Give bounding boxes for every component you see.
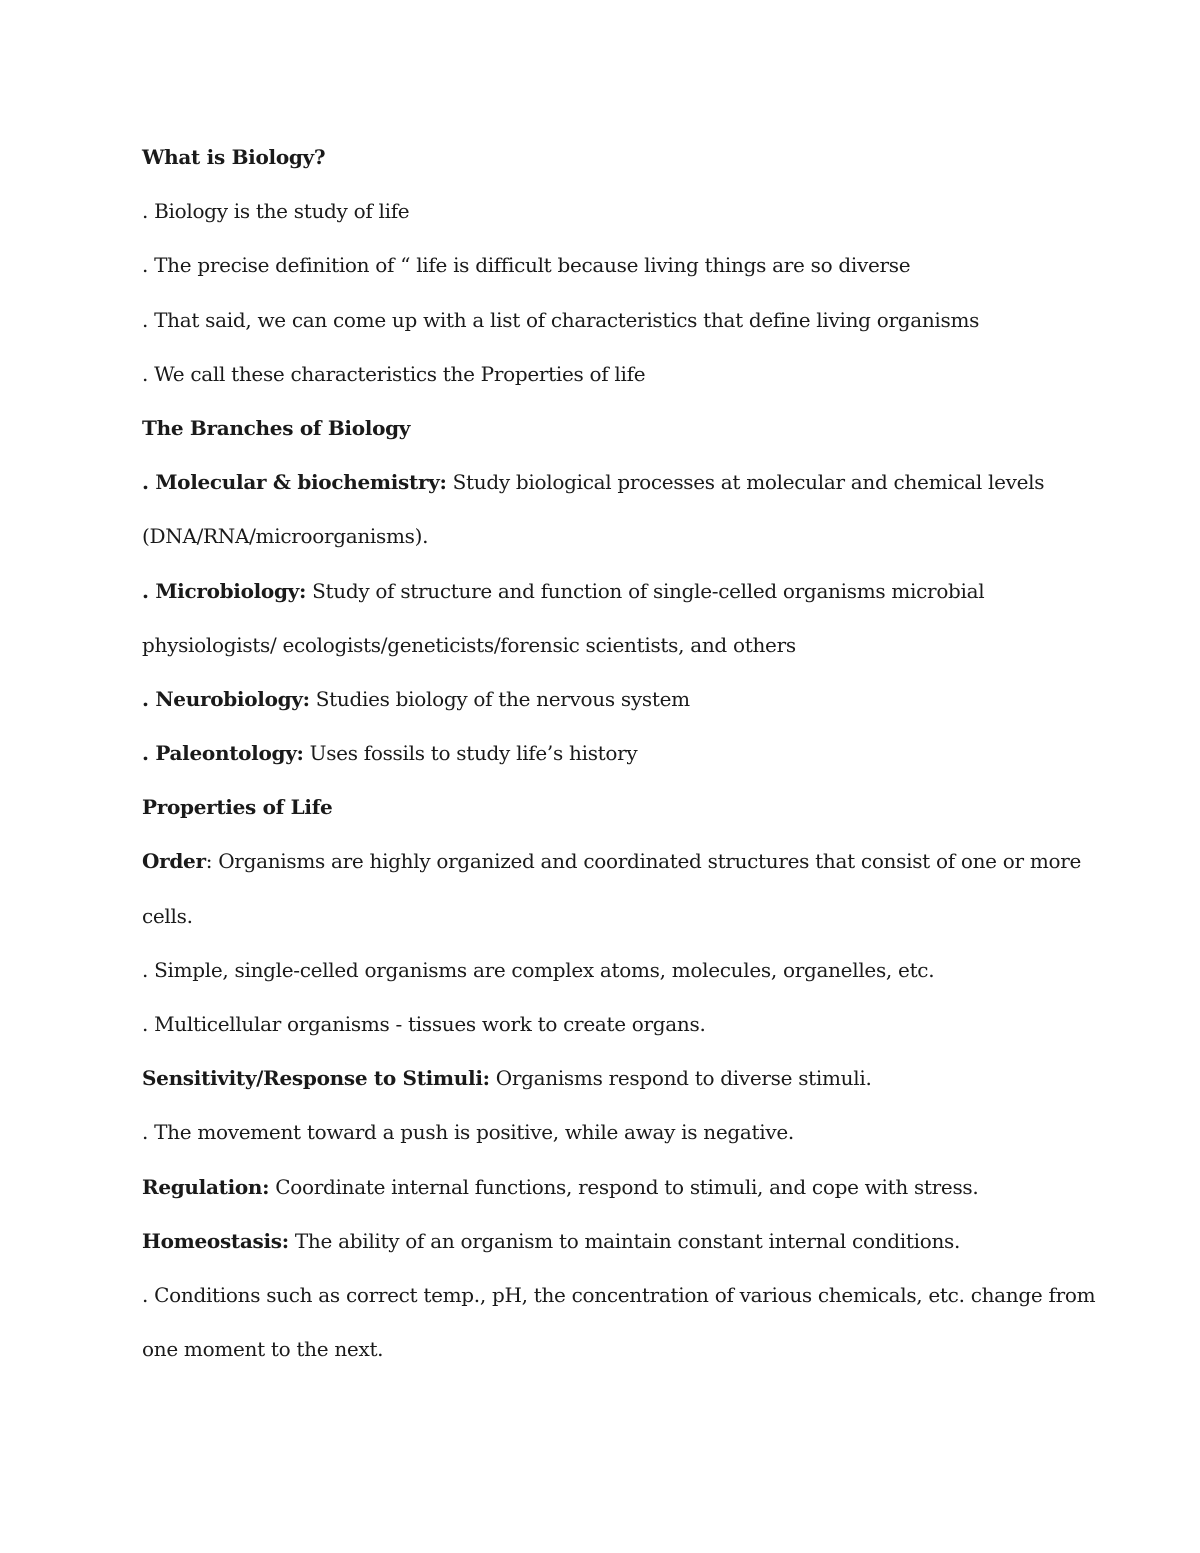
biology-point-1: . Biology is the study of life xyxy=(142,199,410,224)
property-regulation-term: Regulation: xyxy=(142,1174,270,1199)
property-homeostasis-term: Homeostasis: xyxy=(142,1228,289,1253)
homeostasis-point-1-continued: one moment to the next. xyxy=(142,1337,384,1362)
branch-paleontology xyxy=(142,736,1062,790)
branch-molecular-continued: (DNA/RNA/microorganisms). xyxy=(142,524,429,549)
property-homeostasis-text: The ability of an organism to maintain constant internal conditions. xyxy=(288,1228,961,1253)
branch-microbiology-text: Study of structure and function of single-celled organisms microbial xyxy=(306,578,985,603)
branch-molecular xyxy=(142,465,1062,519)
property-order xyxy=(142,844,1082,898)
document-body xyxy=(142,140,1096,1386)
branch-molecular-text: Study biological processes at molecular and chemical levels xyxy=(446,470,1045,495)
heading-branches: The Branches of Biology xyxy=(142,415,411,440)
biology-point-3: . That said, we can come up with a list of characteristics that define living organisms xyxy=(142,307,980,332)
property-order-continued: cells. xyxy=(142,903,193,928)
branch-microbiology-continued: physiologists/ ecologists/geneticists/forensic scientists, and others xyxy=(142,632,796,657)
branch-neurobiology-text: Studies biology of the nervous system xyxy=(309,686,690,711)
biology-point-4: . We call these characteristics the Properties of life xyxy=(142,361,646,386)
branch-microbiology xyxy=(142,574,1062,628)
branch-neurobiology xyxy=(142,682,1062,736)
order-point-1: . Simple, single-celled organisms are complex atoms, molecules, organelles, etc. xyxy=(142,957,935,982)
order-point-2: . Multicellular organisms - tissues work to create organs. xyxy=(142,1012,706,1036)
branch-molecular-term: . Molecular & biochemistry: xyxy=(142,470,447,495)
branch-microbiology-term: . Microbiology: xyxy=(142,578,307,603)
branch-paleontology-text: Uses fossils to study life’s history xyxy=(303,741,638,766)
heading-properties-of-life: Properties of Life xyxy=(142,795,333,820)
sensitivity-point-1: . The movement toward a push is positive, while away is negative. xyxy=(142,1120,794,1145)
property-sensitivity xyxy=(142,1061,1062,1115)
property-regulation xyxy=(142,1170,1062,1224)
heading-what-is-biology: What is Biology? xyxy=(142,145,326,169)
homeostasis-point-1: . Conditions such as correct temp., pH, the concentration of various chemicals, etc. change from xyxy=(142,1282,1096,1307)
property-sensitivity-term: Sensitivity/Response to Stimuli: xyxy=(142,1066,490,1091)
biology-point-2: . The precise definition of “ life is difficult because living things are so diverse xyxy=(142,253,911,278)
property-order-text: : Organisms are highly organized and coordinated structures that consist of one or more xyxy=(205,849,1082,874)
property-regulation-text: Coordinate internal functions, respond to stimuli, and cope with stress. xyxy=(269,1174,979,1199)
branch-neurobiology-term: . Neurobiology: xyxy=(142,686,310,711)
branch-paleontology-term: . Paleontology: xyxy=(142,741,304,766)
property-order-term: Order xyxy=(142,849,206,874)
property-sensitivity-text: Organisms respond to diverse stimuli. xyxy=(489,1066,872,1091)
property-homeostasis xyxy=(142,1224,1062,1278)
